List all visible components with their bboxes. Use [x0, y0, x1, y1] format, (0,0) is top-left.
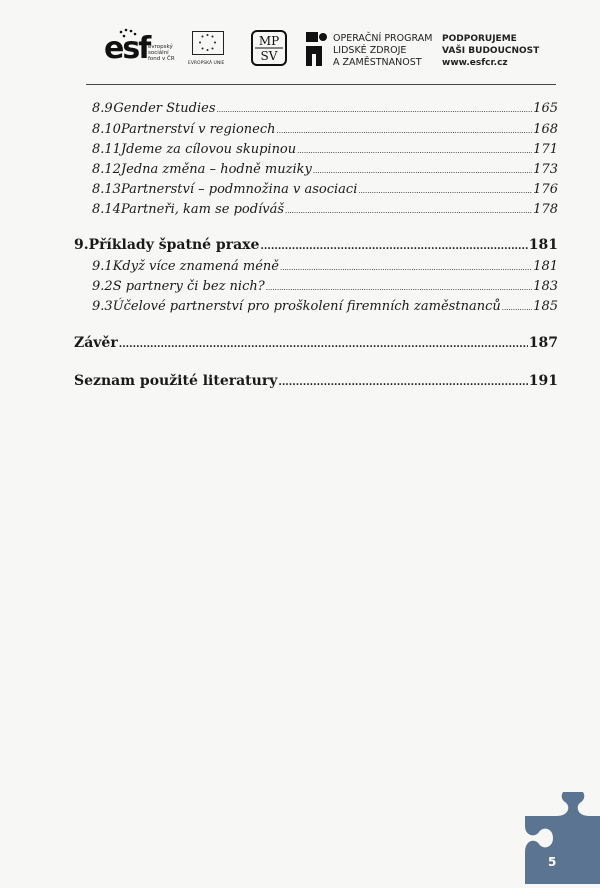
toc-leader-dots [217, 101, 533, 116]
page-number: 5 [548, 855, 557, 869]
eu-logo [188, 31, 238, 71]
toc-leader-dots [277, 122, 533, 137]
puzzle-piece-icon [495, 792, 600, 884]
toc-entry-8-13[interactable] [92, 182, 558, 197]
toc-entry-title: Partneři, kam se podíváš [120, 202, 284, 217]
toc-chapter-page: 181 [528, 237, 558, 253]
op-line-1: OPERAČNÍ PROGRAM [333, 33, 433, 44]
mpsv-logo [251, 30, 287, 66]
toc-leader-dots [280, 259, 532, 274]
eu-flag-icon [192, 31, 224, 55]
toc-leader-dots [260, 237, 527, 253]
support-line-1: PODPORUJEME [442, 34, 517, 44]
toc-entry-title: Partnerství – podmnožina v asociaci [120, 182, 358, 197]
esf-line-1: evropský [148, 44, 173, 50]
toc-leader-dots [278, 373, 527, 389]
toc-entry-page: 181 [533, 259, 558, 274]
support-text [442, 33, 539, 69]
toc-chapter-title: Závěr [74, 335, 118, 351]
logo-header [0, 0, 600, 80]
toc-leader-dots [119, 335, 528, 351]
toc-entry-title: Jedna změna – hodně muziky [120, 162, 312, 177]
esf-logo [104, 30, 184, 70]
toc-chapter-page: 187 [528, 335, 558, 351]
toc-entry-page: 165 [533, 101, 558, 116]
op-program-text [333, 33, 432, 69]
toc-entry-title: Jdeme za cílovou skupinou [120, 142, 297, 157]
esf-mark: esf [104, 31, 150, 66]
toc-entry-page: 178 [533, 202, 558, 217]
toc-entry-8-12[interactable] [92, 162, 558, 177]
eu-caption: EVROPSKÁ UNIE [188, 61, 225, 66]
mpsv-bottom: SV [260, 49, 278, 63]
toc-entry-number: 8.9 [92, 101, 113, 116]
toc-entry-title: Gender Studies [113, 101, 216, 116]
header-divider [86, 84, 556, 85]
toc-entry-number: 9.3 [92, 299, 113, 314]
toc-entry-page: 171 [533, 142, 558, 157]
toc-entry-number: 8.11 [92, 142, 121, 157]
toc-leader-dots [502, 299, 532, 314]
toc-entry-8-11[interactable] [92, 142, 558, 157]
toc-entry-title: Partnerství v regionech [120, 122, 276, 137]
toc-entry-8-14[interactable] [92, 202, 558, 217]
toc-chapter-title: Seznam použité literatury [74, 373, 278, 389]
toc-chapter-literatura[interactable] [74, 373, 558, 389]
support-line-2: VAŠI BUDOUCNOST [442, 46, 540, 56]
toc-entry-page: 168 [533, 122, 558, 137]
toc-entry-number: 8.12 [92, 162, 121, 177]
toc-entry-8-10[interactable] [92, 122, 558, 137]
toc-chapter-zaver[interactable] [74, 335, 558, 351]
toc-leader-dots [266, 279, 532, 294]
toc-chapter-9[interactable] [74, 237, 558, 253]
toc-entry-number: 9.2 [92, 279, 113, 294]
toc-entry-page: 185 [533, 299, 558, 314]
toc-leader-dots [313, 162, 532, 177]
op-figure-icon [303, 30, 329, 70]
toc-entry-8-9[interactable] [92, 101, 558, 116]
toc-entry-page: 173 [533, 162, 558, 177]
toc-entry-9-3[interactable] [92, 299, 558, 314]
esf-line-2: sociální [148, 50, 169, 56]
toc-chapter-page: 191 [528, 373, 558, 389]
toc-entry-number: 8.13 [92, 182, 121, 197]
op-line-2: LIDSKÉ ZDROJE [333, 45, 407, 56]
toc-entry-title: S partnery či bez nich? [112, 279, 265, 294]
toc-entry-9-2[interactable] [92, 279, 558, 294]
toc-entry-number: 8.10 [92, 122, 121, 137]
toc-leader-dots [285, 202, 532, 217]
toc-entry-9-1[interactable] [92, 259, 558, 274]
toc-leader-dots [297, 142, 532, 157]
esf-line-3: fond v ČR [148, 56, 175, 62]
toc-entry-page: 183 [533, 279, 558, 294]
mpsv-top: MP [258, 34, 280, 48]
toc-entry-page: 176 [533, 182, 558, 197]
toc-chapter-title: Příklady špatné praxe [88, 237, 260, 253]
toc-entry-number: 8.14 [92, 202, 121, 217]
toc-entry-number: 9.1 [92, 259, 113, 274]
support-line-3: www.esfcr.cz [442, 58, 508, 68]
toc-chapter-number: 9. [74, 237, 89, 253]
op-line-3: A ZAMĚSTNANOST [333, 57, 422, 68]
toc-entry-title: Účelové partnerství pro proškolení firemních zaměstnanců [112, 299, 501, 314]
toc-entry-title: Když více znamená méně [112, 259, 279, 274]
toc-leader-dots [358, 182, 532, 197]
